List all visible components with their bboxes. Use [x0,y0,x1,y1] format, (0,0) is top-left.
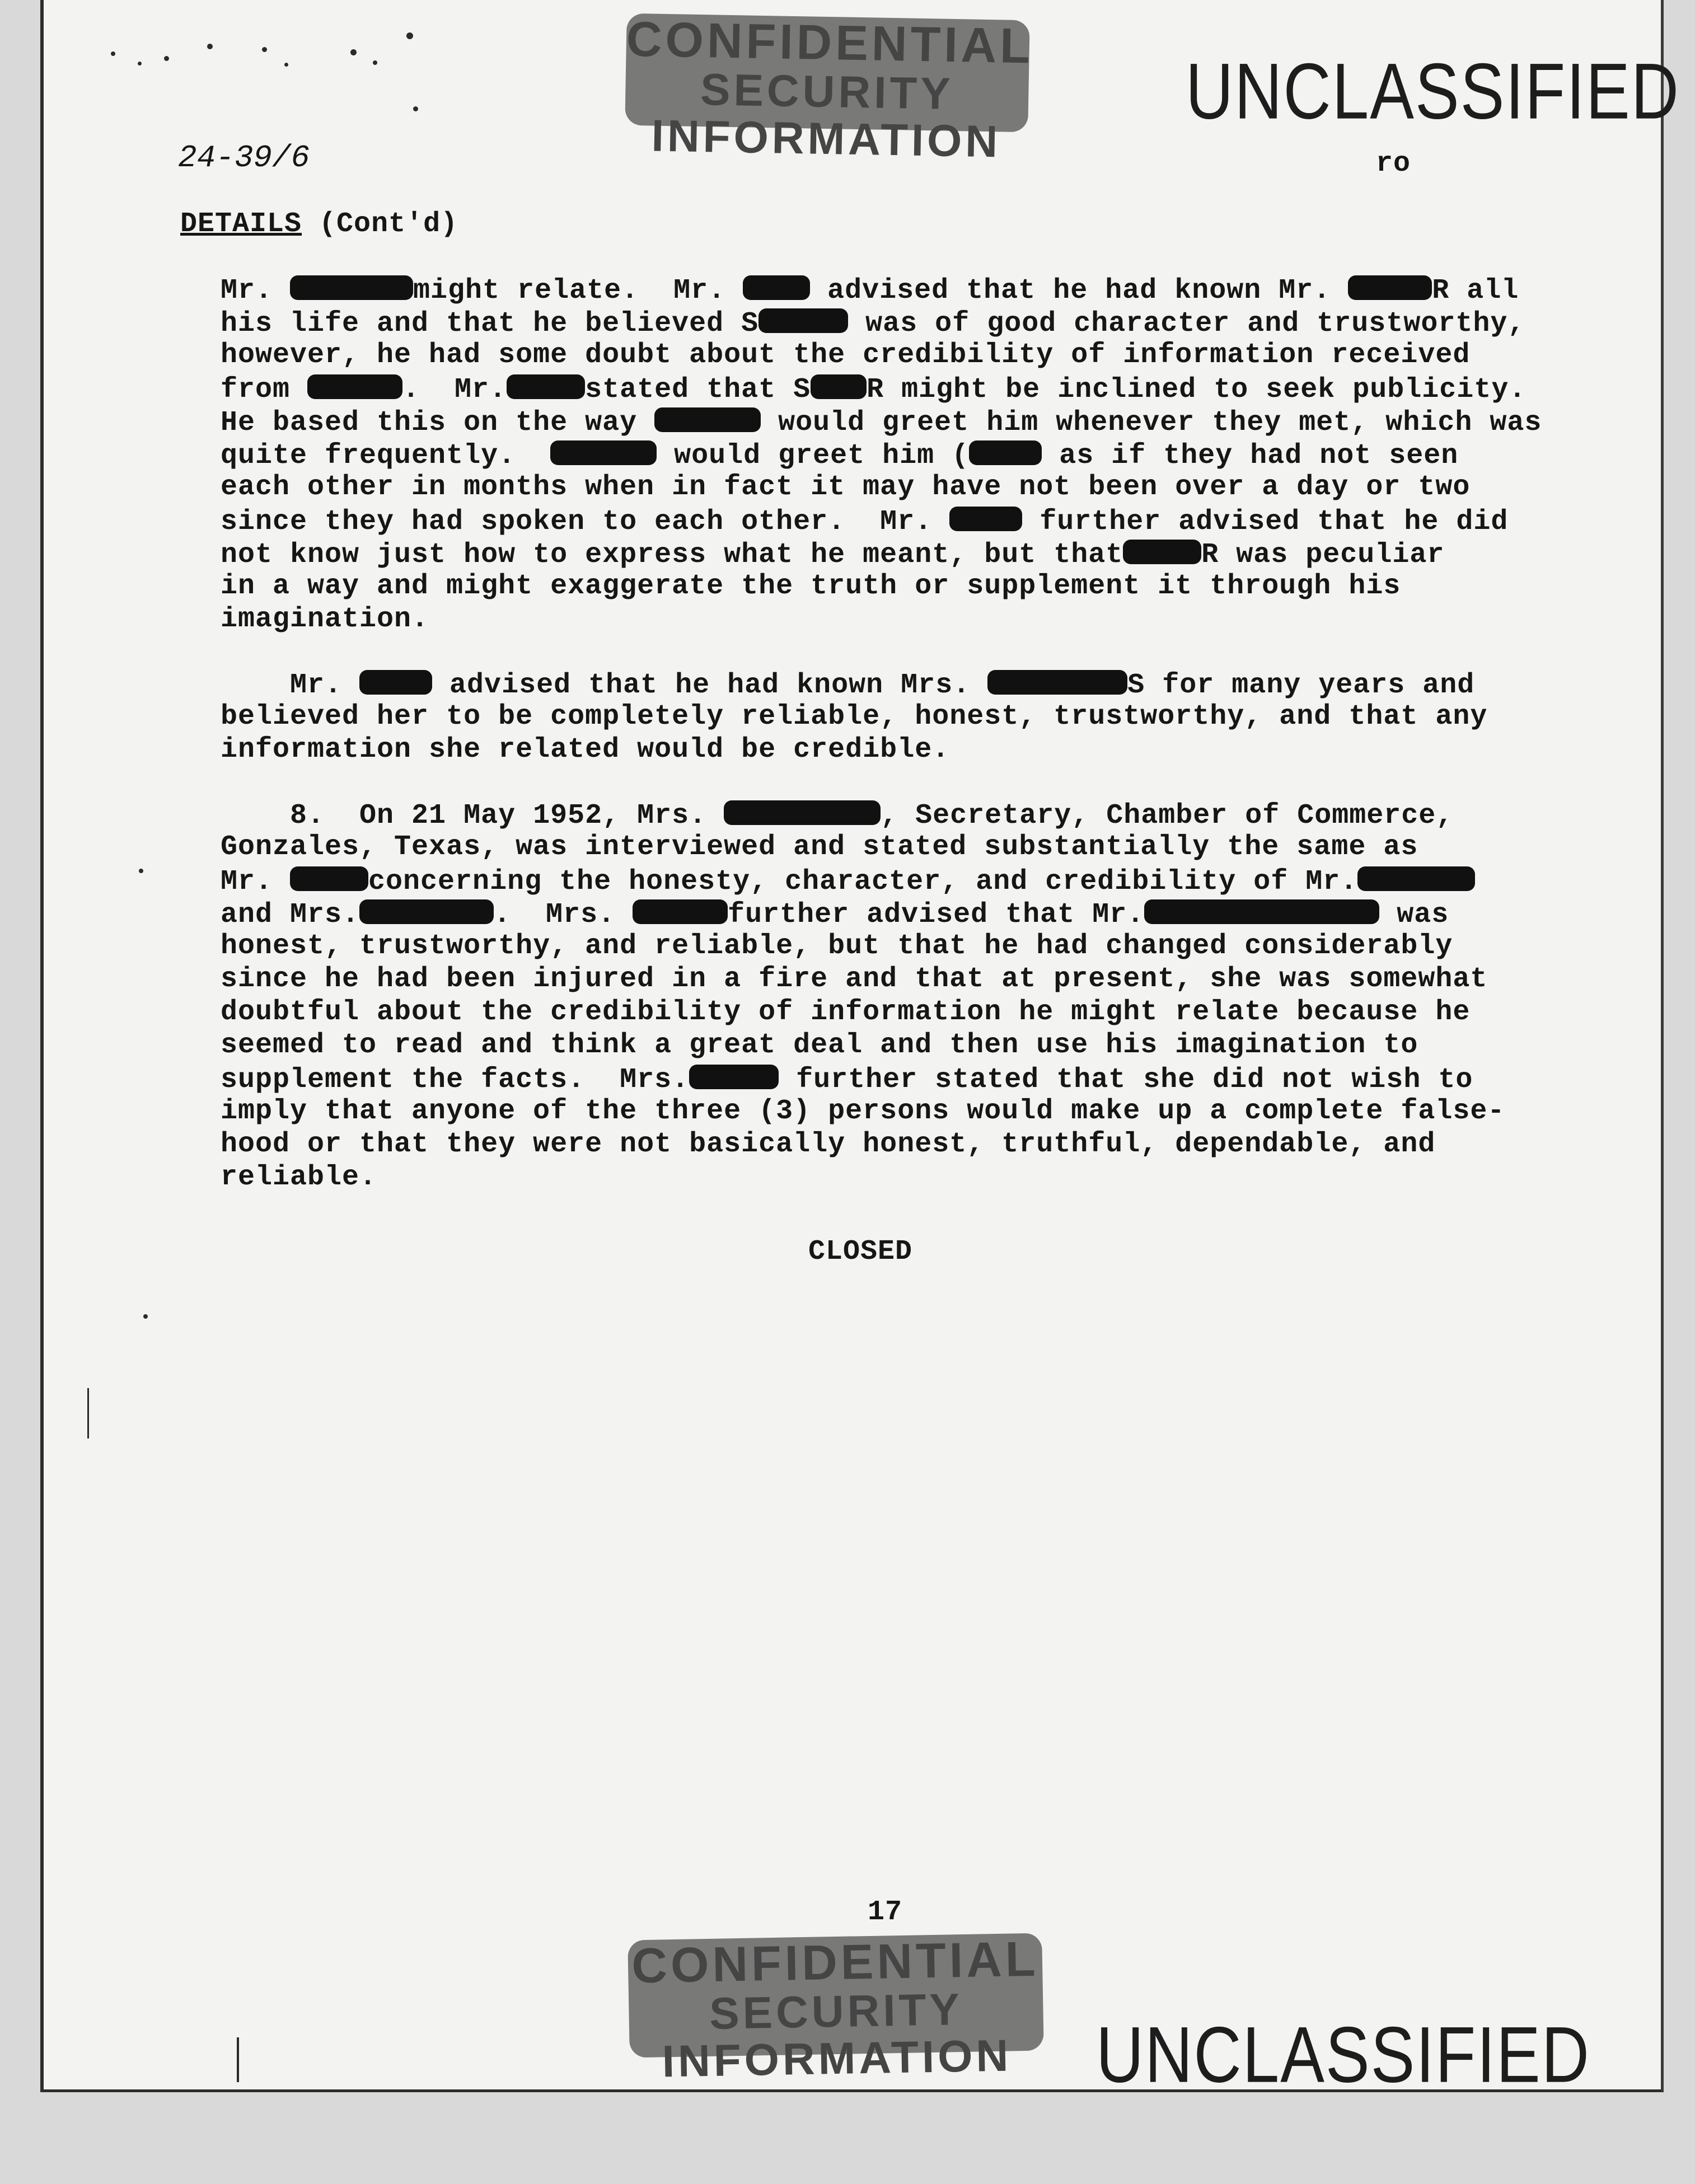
redaction-bar [654,407,761,432]
text-segment: imply that anyone of the three (3) persons would make up a complete false- [221,1095,1505,1127]
speck [406,32,413,39]
text-line [221,996,1471,1028]
text-segment: from [221,374,308,406]
unclassified-stamp-top: UNCLASSIFIED [1186,47,1680,136]
margin-mark [87,1388,89,1438]
speck [207,44,213,49]
stamp-line-1: CONFIDENTIAL [626,11,1034,74]
text-segment: would greet him ( [657,440,970,472]
text-segment: concerning the honesty, character, and credibility of Mr. [368,866,1358,898]
text-segment: , Secretary, Chamber of Commerce, [881,800,1454,832]
document-page [40,0,1680,2099]
text-line [221,703,1487,731]
text-line [221,866,1475,896]
text-line [221,341,1470,369]
text-line [221,603,429,635]
text-segment: advised that he had known Mrs. [432,669,988,701]
speck [139,869,143,873]
text-segment: seemed to read and think a great deal and then use his imagination to [221,1029,1418,1061]
speck [111,51,115,56]
speck [164,56,169,61]
speck [262,47,267,52]
text-segment: not know just how to express what he meant, but that [221,539,1123,571]
redaction-bar [811,374,867,399]
redaction-bar [758,308,848,333]
stamp-line-2: SECURITY INFORMATION [662,1984,1012,2087]
confidential-stamp-top [625,11,1034,167]
text-segment: was [1379,899,1449,931]
text-segment: Mr. [221,669,360,701]
text-line [221,1095,1505,1127]
text-line [221,570,1401,602]
details-suffix: (Cont'd) [302,208,458,240]
text-segment: 8. On 21 May 1952, Mrs. [221,800,724,832]
text-line [221,507,1508,536]
text-line [221,1065,1473,1094]
redaction-bar [359,670,432,695]
redaction-bar [1144,899,1379,924]
redaction-bar [290,275,413,300]
redaction-bar [1123,540,1201,564]
text-segment: reliable. [221,1161,377,1193]
text-segment: supplement the facts. Mrs. [221,1064,690,1096]
text-segment: . Mrs. [494,899,633,931]
text-line [221,932,1453,960]
text-line [221,963,1488,995]
text-line [221,800,1453,830]
text-line [221,899,1449,929]
redaction-bar [743,275,810,300]
speck [284,63,288,67]
text-segment: imagination. [221,603,429,635]
text-segment: stated that S [585,374,811,406]
details-heading [180,208,458,240]
redaction-bar [633,899,728,924]
speck [373,60,377,65]
text-segment: Mr. [221,275,291,307]
redaction-bar [969,440,1042,465]
text-line [221,833,1418,861]
text-segment: He based this on the way [221,407,655,439]
text-segment: might relate. Mr. [413,275,743,307]
text-segment: his life and that he believed S [221,308,759,340]
text-line [221,471,1471,503]
speck [350,49,357,55]
text-segment: since they had spoken to each other. Mr. [221,506,950,538]
closed-label: CLOSED [808,1236,913,1268]
text-line [221,1128,1436,1160]
text-segment: each other in months when in fact it may have not been over a day or two [221,471,1471,503]
text-segment: further stated that she did not wish to [779,1064,1473,1096]
text-line [221,275,1519,305]
text-line [221,308,1525,338]
text-segment: in a way and might exaggerate the truth or supplement it through his [221,570,1401,602]
text-segment: Mr. [221,866,291,898]
text-segment: honest, trustworthy, and reliable, but that he had changed considerably [221,930,1453,962]
text-line [221,440,1458,470]
text-line [221,1161,377,1193]
text-segment: believed her to be completely reliable, honest, trustworthy, and that any [221,701,1488,733]
text-segment: quite frequently. [221,440,551,472]
redaction-bar [359,899,494,924]
speck [413,106,418,111]
redaction-bar [1348,275,1432,300]
file-number: 24-39/6 [178,140,310,176]
text-line [221,374,1526,404]
unclassified-stamp-bottom: UNCLASSIFIED [1096,2010,1590,2099]
margin-mark [237,2037,239,2082]
text-segment: as if they had not seen [1042,440,1459,472]
confidential-stamp-bottom [628,1930,1044,2087]
stamp-line-1: CONFIDENTIAL [631,1930,1040,1994]
initials: ro [1376,148,1411,180]
text-segment: R was peculiar [1201,539,1445,571]
redaction-bar [290,866,368,891]
text-line [221,670,1474,700]
text-segment: however, he had some doubt about the credibility of information received [221,339,1471,371]
text-segment: since he had been injured in a fire and that at present, she was somewhat [221,963,1488,995]
text-segment: doubtful about the credibility of information he might relate because he [221,996,1471,1028]
text-segment: R all [1432,275,1519,307]
text-segment: and Mrs. [221,899,360,931]
text-segment: would greet him whenever they met, which was [761,407,1542,439]
redaction-bar [949,507,1022,531]
text-segment: hood or that they were not basically honest, truthful, dependable, and [221,1128,1436,1160]
text-segment: R might be inclined to seek publicity. [867,374,1527,406]
redaction-bar [507,374,585,399]
redaction-bar [724,800,881,825]
text-segment: further advised that Mr. [728,899,1145,931]
redaction-bar [1357,866,1475,891]
text-segment: Gonzales, Texas, was interviewed and stated substantially the same as [221,831,1418,863]
text-segment: further advised that he did [1022,506,1509,538]
text-line [221,407,1542,437]
text-segment: was of good character and trustworthy, [848,308,1525,340]
stamp-line-2: SECURITY INFORMATION [650,64,1001,167]
speck [143,1314,148,1319]
text-line [221,540,1444,569]
redaction-bar [307,374,402,399]
page-number: 17 [868,1896,903,1928]
text-segment: S for many years and [1127,669,1475,701]
text-segment: . Mr. [402,374,507,406]
text-segment: information she related would be credible. [221,734,950,766]
text-line [221,736,949,764]
details-label: DETAILS [180,208,302,240]
speck [138,62,142,65]
text-line [221,1029,1418,1061]
redaction-bar [689,1065,779,1089]
redaction-bar [550,440,657,465]
text-segment: advised that he had known Mr. [810,275,1348,307]
redaction-bar [987,670,1127,695]
